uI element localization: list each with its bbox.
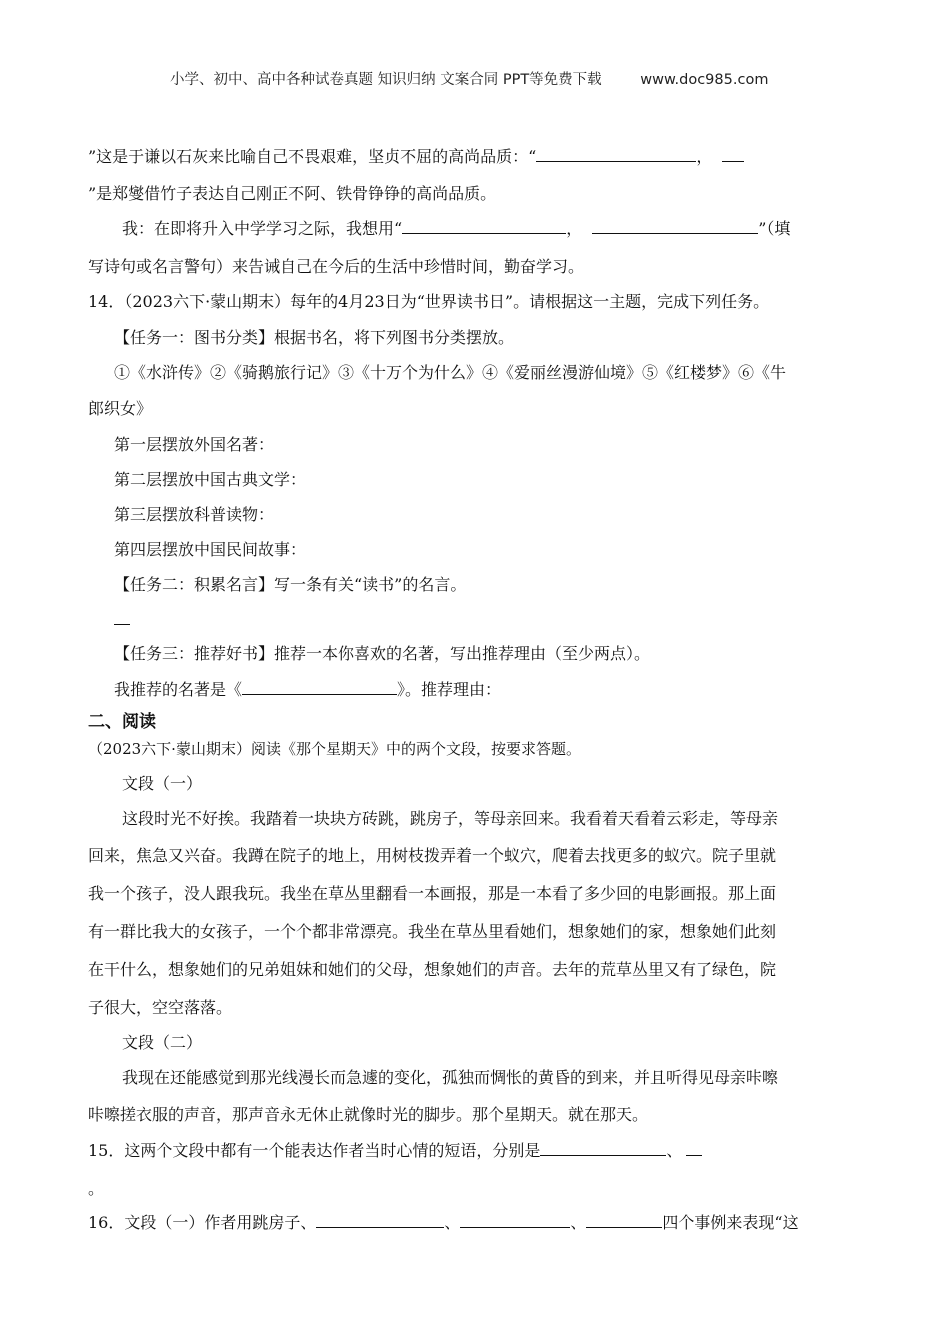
answer-blank[interactable] <box>402 219 566 234</box>
para1-title: 文段（一） <box>122 774 203 793</box>
header-text: 小学、初中、高中各种试卷真题 知识归纳 文案合同 PPT等免费下载 <box>170 72 602 88</box>
para1-line: 在干什么，想象她们的兄弟姐妹和她们的父母，想象她们的声音。去年的荒草丛里又有了绿色，院 <box>88 960 777 979</box>
q14-books-line2: 郎织女》 <box>88 399 153 418</box>
q14-shelf4: 第四层摆放中国民间故事： <box>114 540 307 559</box>
para2-title: 文段（二） <box>122 1033 203 1052</box>
q14-shelf2: 第二层摆放中国古典文学： <box>114 470 307 489</box>
q14-task1: 【任务一：图书分类】根据书名，将下列图书分类摆放。 <box>114 328 515 347</box>
para1-line: 回来，焦急又兴奋。我蹲在院子的地上，用树枝拨弄着一个蚁穴，爬着去找更多的蚁穴。院子里就 <box>88 846 777 865</box>
answer-blank[interactable] <box>536 147 696 162</box>
answer-blank[interactable] <box>586 1213 662 1228</box>
answer-blank[interactable] <box>540 1141 666 1156</box>
page-header <box>170 70 768 90</box>
section-title: 二、阅读 <box>88 712 156 732</box>
q14-recommend: 我推荐的名著是《 》。推荐理由： <box>114 680 502 699</box>
para1-line: 有一群比我大的女孩子，一个个都非常漂亮。我坐在草丛里看她们，想象她们的家，想象她们此刻 <box>88 922 777 941</box>
answer-blank[interactable] <box>114 624 130 625</box>
para2-line: 我现在还能感觉到那光线漫长而急遽的变化，孤独而惆怅的黄昏的到来，并且听得见母亲咔嚓 <box>122 1068 779 1087</box>
q14-intro: 14．（2023六下·蒙山期末）每年的4月23日为“世界读书日”。请根据这一主题，完成下列任务。 <box>88 292 770 311</box>
section-intro: （2023六下·蒙山期末）阅读《那个星期天》中的两个文段，按要求答题。 <box>88 740 581 758</box>
para1-line: 我一个孩子，没人跟我玩。我坐在草丛里翻看一本画报，那是一本看了多少回的电影画报。那上面 <box>88 884 777 903</box>
answer-blank[interactable] <box>592 219 758 234</box>
q13-line3: 我：在即将升入中学学习之际，我想用“ ， ”（填 <box>122 219 791 238</box>
answer-blank[interactable] <box>316 1213 444 1228</box>
q14-books-line1: ①《水浒传》②《骑鹅旅行记》③《十万个为什么》④《爱丽丝漫游仙境》⑤《红楼梦》⑥《牛 <box>114 363 787 382</box>
q15-end: 。 <box>88 1179 105 1198</box>
answer-blank[interactable] <box>722 147 744 162</box>
q15: 15．这两个文段中都有一个能表达作者当时心情的短语，分别是 、 <box>88 1141 702 1161</box>
para1-line: 子很大，空空落落。 <box>88 998 233 1017</box>
q14-task2: 【任务二：积累名言】写一条有关“读书”的名言。 <box>114 575 467 594</box>
q14-shelf1: 第一层摆放外国名著： <box>114 435 275 454</box>
para2-line: 咔嚓搓衣服的声音，那声音永无休止就像时光的脚步。那个星期天。就在那天。 <box>88 1105 649 1124</box>
answer-blank[interactable] <box>686 1141 702 1156</box>
q16: 16．文段（一）作者用跳房子、 、 、 四个事例来表现“这 <box>88 1213 799 1232</box>
q13-line1: ”这是于谦以石灰来比喻自己不畏艰难，坚贞不屈的高尚品质：“ ， <box>88 147 744 167</box>
answer-blank[interactable] <box>460 1213 570 1228</box>
para1-line: 这段时光不好挨。我踏着一块块方砖跳，跳房子，等母亲回来。我看着天看着云彩走，等母亲 <box>122 809 779 828</box>
q13-line2: ”是郑燮借竹子表达自己刚正不阿、铁骨铮铮的高尚品质。 <box>88 184 497 203</box>
answer-blank[interactable] <box>242 680 397 695</box>
q13-line4: 写诗句或名言警句）来告诫自己在今后的生活中珍惜时间，勤奋学习。 <box>88 257 585 276</box>
q14-shelf3: 第三层摆放科普读物： <box>114 505 275 524</box>
header-url: www.doc985.com <box>640 72 769 88</box>
q14-task3: 【任务三：推荐好书】推荐一本你喜欢的名著，写出推荐理由（至少两点）。 <box>114 644 651 663</box>
